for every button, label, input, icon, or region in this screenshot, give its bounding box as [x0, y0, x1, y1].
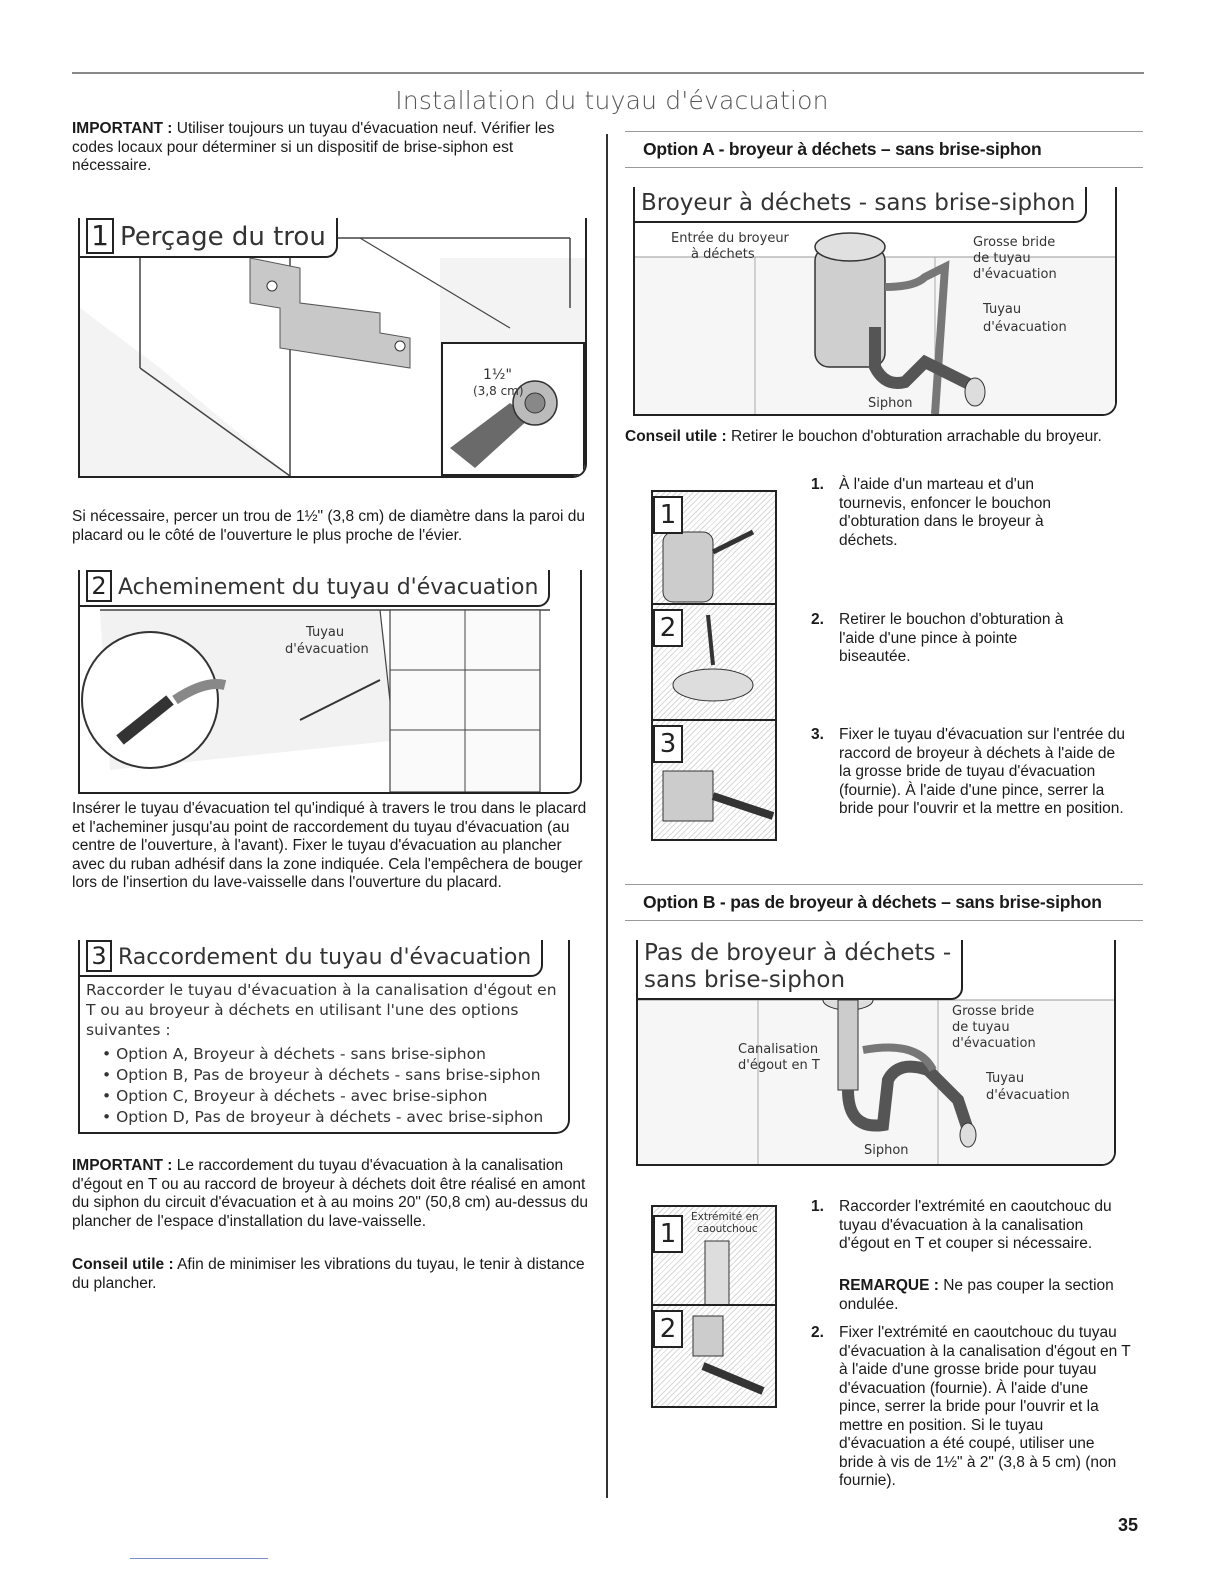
- option-a-step-2-n: 2.: [811, 611, 824, 628]
- option-a-step-1-text: À l'aide d'un marteau et d'un tournevis, enfoncer le bouchon d'obturation dans le broyeur à déchets.: [839, 476, 1051, 549]
- tip-label: Conseil utile :: [72, 1256, 174, 1273]
- drill-size-label: 1½": [483, 367, 512, 383]
- figure-option-a: [633, 187, 1117, 416]
- drill-size-metric: (3,8 cm): [473, 384, 524, 398]
- option-b-note: [839, 1277, 1129, 1314]
- important-note: [72, 120, 592, 176]
- option-b-step-2-n: 2.: [811, 1324, 824, 1341]
- important-text: Utiliser toujours un tuyau d'évacuation neuf. Vérifier les codes locaux pour déterminer si un dispositif de brise-siphon est nécessaire.: [72, 120, 555, 174]
- option-b-step-1-number: 1: [653, 1215, 683, 1253]
- option-b-step-2-number: 2: [653, 1310, 683, 1348]
- figure-option-b: [636, 940, 1116, 1166]
- label-hose-1: Tuyau: [983, 302, 1022, 317]
- footer-link-rule: [130, 1558, 268, 1559]
- option-a-step-2-text: Retirer le bouchon d'obturation à l'aide d'une pince à pointe biseautée.: [839, 611, 1064, 665]
- option-b-note-label: REMARQUE :: [839, 1277, 939, 1294]
- option-b-step-1-n: 1.: [811, 1198, 824, 1215]
- figure-3-option-d: • Option D, Pas de broyeur à déchets - avec brise-siphon: [102, 1108, 544, 1126]
- option-b-step-1-figure: [651, 1205, 777, 1307]
- important-2-text: Le raccordement du tuyau d'évacuation à la canalisation d'égout en T ou au raccord de broyeur à déchets doit être réalisé en amont du siphon du circuit d'évacuation et à au moins 20" (50,8 cm) au-dessus du plancher de l'espace d'installation du lave-vaisselle.: [72, 1157, 588, 1230]
- option-a-tip-text: Retirer le bouchon d'obturation arrachable du broyeur.: [730, 428, 1102, 445]
- hose-label-1: Tuyau: [306, 625, 345, 640]
- figure-1-number: 1: [86, 218, 114, 254]
- label-tee-1: Canalisation: [738, 1042, 819, 1057]
- figure-3-title-text: Raccordement du tuyau d'évacuation: [118, 945, 532, 970]
- figure-2-title-text: Acheminement du tuyau d'évacuation: [118, 575, 539, 600]
- figure-3-option-a: • Option A, Broyeur à déchets - sans brise-siphon: [102, 1045, 486, 1063]
- option-a-step-3-figure: [651, 719, 777, 841]
- label-b-hose-1: Tuyau: [986, 1071, 1025, 1086]
- figure-2-number: 2: [86, 570, 112, 602]
- option-b-rule-bottom: [625, 920, 1143, 921]
- option-b-figure-title-line1: Pas de broyeur à déchets -: [644, 940, 952, 966]
- option-b-step-2-text: Fixer l'extrémité en caoutchouc du tuyau d'évacuation à la canalisation d'égout en T à l'aide d'une grosse bride pour tuyau d'évacuation (fournie). À l'aide d'une pince, serrer la bride pour l'ouvrir et la mettre en position. Si le tuyau d'évacuation a été coupé, utiliser une bride à vis de 1½" à 2" (3,8 à 5 cm) (non fournie).: [839, 1324, 1131, 1489]
- option-a-step-1-number: 1: [653, 496, 683, 534]
- label-clamp-2: de tuyau: [973, 251, 1031, 266]
- label-clamp-3: d'évacuation: [973, 267, 1057, 282]
- figure-1-title: [78, 218, 338, 258]
- page-title: Installation du tuyau d'évacuation: [395, 86, 829, 115]
- option-a-rule-bottom: [625, 167, 1143, 168]
- option-a-step-1-figure: [651, 490, 777, 606]
- option-b-rule-top: [625, 884, 1143, 885]
- figure-drill-hole: [78, 218, 587, 478]
- option-b-step-1-text: Raccorder l'extrémité en caoutchouc du tuyau d'évacuation à la canalisation d'égout en T et couper si nécessaire.: [839, 1198, 1112, 1252]
- rubber-end-label-1: Extrémité en: [691, 1211, 759, 1223]
- figure-2-caption: Insérer le tuyau d'évacuation tel qu'indiqué à travers le trou dans le placard et l'acheminer jusqu'au point de raccordement du tuyau d'évacuation (au centre de l'ouverture, à l'avant). Fixer le tuyau d'évacuation au plancher avec du ruban adhésif dans la zone indiquée. Cela l'empêchera de bouger lors de l'insertion du lave-vaisselle dans l'ouverture du placard.: [72, 800, 587, 891]
- option-a-figure-title: Broyeur à déchets - sans brise-siphon: [633, 187, 1087, 223]
- figure-3-title: [78, 940, 543, 977]
- column-divider: [606, 134, 608, 1498]
- label-inlet-2: à déchets: [691, 247, 755, 262]
- option-a-step-2-number: 2: [653, 609, 683, 647]
- rubber-end-label-2: caoutchouc: [697, 1223, 758, 1235]
- important-2-label: IMPORTANT :: [72, 1157, 173, 1174]
- figure-3-option-c: • Option C, Broyeur à déchets - avec brise-siphon: [102, 1087, 488, 1105]
- option-b-note-text: Ne pas couper la section ondulée.: [839, 1277, 1114, 1313]
- page-number: 35: [1118, 1515, 1139, 1535]
- option-a-tip-label: Conseil utile :: [625, 428, 727, 445]
- option-b-figure-title-line2: sans brise-siphon: [644, 967, 846, 993]
- option-a-heading: Option A - broyeur à déchets – sans brise-siphon: [643, 139, 1042, 159]
- figure-3-option-b: • Option B, Pas de broyeur à déchets - sans brise-siphon: [102, 1066, 541, 1084]
- option-b-figure-title: [636, 940, 963, 1000]
- top-rule: [72, 72, 1144, 74]
- hose-label-2: d'évacuation: [285, 642, 369, 657]
- option-a-step-3-number: 3: [653, 725, 683, 763]
- figure-1-title-text: Perçage du trou: [120, 222, 326, 252]
- label-trap: Siphon: [868, 396, 913, 411]
- important-label: IMPORTANT :: [72, 120, 173, 137]
- option-a-step-1-n: 1.: [811, 476, 824, 493]
- figure-1-caption: Si nécessaire, percer un trou de 1½" (3,8 cm) de diamètre dans la paroi du placard ou le côté de l'ouverture le plus proche de l'évier.: [72, 508, 585, 544]
- label-b-trap: Siphon: [864, 1143, 909, 1158]
- option-a-step-2-figure: [651, 603, 777, 722]
- option-b-heading: Option B - pas de broyeur à déchets – sans brise-siphon: [643, 892, 1102, 912]
- important-note-2: [72, 1157, 592, 1231]
- option-a-step-3-text: Fixer le tuyau d'évacuation sur l'entrée du raccord de broyeur à déchets à l'aide de la grosse bride de tuyau d'évacuation (fournie). À l'aide d'une pince, serrer la bride pour l'ouvrir et la mettre en position.: [839, 726, 1125, 817]
- option-b-step-2-figure: [651, 1304, 777, 1408]
- label-hose-2: d'évacuation: [983, 320, 1067, 335]
- figure-3-number: 3: [86, 940, 112, 972]
- label-b-clamp-2: de tuyau: [952, 1020, 1010, 1035]
- figure-2-title: [78, 570, 550, 607]
- label-b-clamp-1: Grosse bride: [952, 1004, 1035, 1019]
- label-tee-2: d'égout en T: [738, 1058, 820, 1073]
- figure-3-intro: Raccorder le tuyau d'évacuation à la canalisation d'égout en T ou au broyeur à déchets en utilisant l'une des options suivantes :: [86, 981, 557, 1039]
- tip-note: [72, 1256, 592, 1293]
- figure-connect-hose: [78, 940, 570, 1134]
- tip-text: Afin de minimiser les vibrations du tuyau, le tenir à distance du plancher.: [72, 1256, 585, 1292]
- label-b-clamp-3: d'évacuation: [952, 1036, 1036, 1051]
- label-clamp-1: Grosse bride: [973, 235, 1056, 250]
- label-inlet-1: Entrée du broyeur: [671, 231, 789, 246]
- option-a-rule-top: [625, 131, 1143, 132]
- option-a-tip: [625, 428, 1125, 447]
- figure-route-hose: [78, 570, 582, 794]
- option-a-step-3-n: 3.: [811, 726, 824, 743]
- label-b-hose-2: d'évacuation: [986, 1088, 1070, 1103]
